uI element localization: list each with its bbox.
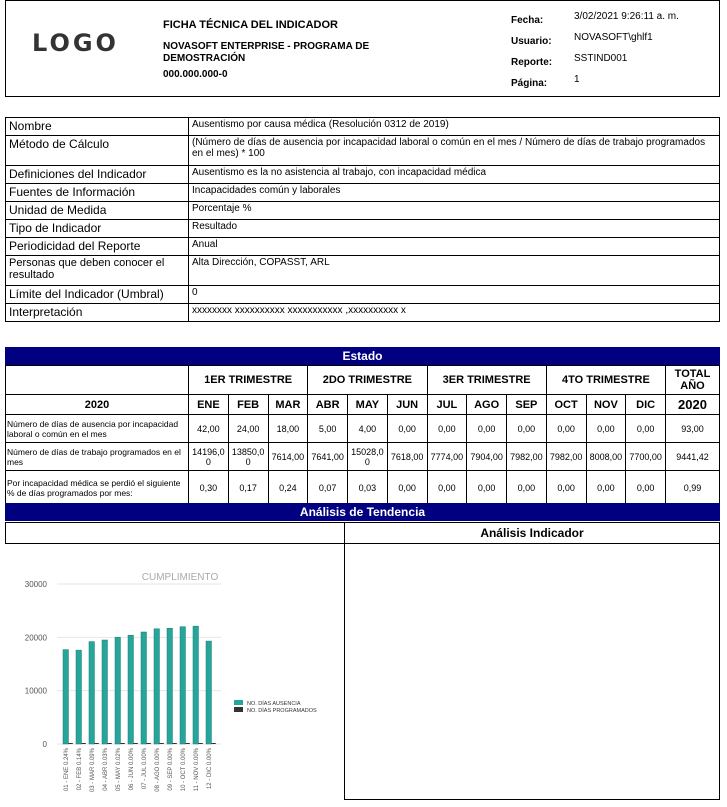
info-row [6,238,720,256]
bar-ausencia [167,628,172,744]
analysis-panel [344,522,720,800]
bar-programados [159,743,163,744]
row-label: Número de días de ausencia por incapacidad laboral o común en el mes [6,415,189,443]
meta-value: 1 [574,74,580,85]
info-label: Límite del Indicador (Umbral) [6,286,189,304]
month-value: 7618,00 [387,443,427,471]
estado-row [6,443,720,471]
info-label: Fuentes de Información [6,184,189,202]
info-label: Nombre [6,118,189,136]
meta-label: Reporte: [511,57,553,68]
month-value: 7982,00 [507,443,547,471]
month-value: 8008,00 [586,443,626,471]
bar-ausencia [206,641,211,744]
y-tick-label: 0 [42,740,47,749]
month-header: ABR [308,395,348,415]
month-value: 42,00 [189,415,229,443]
y-tick-label: 10000 [24,686,47,696]
month-value: 7904,00 [467,443,507,471]
info-label: Periodicidad del Reporte [6,238,189,256]
estado-table [5,365,720,505]
month-header: NOV [586,395,626,415]
info-value: xxxxxxxx xxxxxxxxxx xxxxxxxxxxx ,xxxxxxxxxx x [189,304,720,322]
bar-programados [107,743,111,744]
y-tick-label: 20000 [24,633,47,643]
bar-programados [172,743,176,744]
bar-ausencia [180,627,185,744]
info-label: Definiciones del Indicador [6,166,189,184]
month-value: 0,00 [427,471,467,505]
x-tick-label: 08 - AGO 0.00% [154,748,161,792]
total-header: TOTAL AÑO [666,366,720,395]
tendencia-band: Análisis de Tendencia [5,503,720,521]
month-header: AGO [467,395,507,415]
year-header: 2020 [6,395,189,415]
bar-ausencia [141,632,146,744]
total-value: 0,99 [666,471,720,505]
month-header: OCT [546,395,586,415]
month-header: MAR [268,395,308,415]
x-tick-label: 07 - JUL 0.00% [141,748,148,790]
month-header: FEB [228,395,268,415]
bar-ausencia [63,650,68,744]
month-value: 13850,00 [228,443,268,471]
x-tick-label: 06 - JUN 0.00% [128,748,135,791]
row-label: Número de días de trabajo programados en el mes [6,443,189,471]
bar-programados [146,743,150,744]
meta-value: NOVASOFT\ghlf1 [574,32,653,43]
info-row [6,286,720,304]
month-value: 0,00 [387,415,427,443]
total-year-header: 2020 [666,395,720,415]
month-value: 0,00 [427,415,467,443]
x-tick-label: 11 - NOV 0.00% [193,748,200,792]
info-label: Unidad de Medida [6,202,189,220]
bar-ausencia [76,650,81,744]
logo-text: LOGO [32,29,119,57]
total-value: 93,00 [666,415,720,443]
indicator-info-table [5,117,720,322]
month-header: ENE [189,395,229,415]
month-value: 14196,00 [189,443,229,471]
estado-band: Estado [5,347,720,365]
company-logo [32,29,119,57]
chart-panel-header [5,523,344,544]
company-nit: 000.000.000-0 [163,69,228,80]
quarter-header: 2DO TRIMESTRE [308,366,427,395]
month-value: 7774,00 [427,443,467,471]
meta-value: SSTIND001 [574,53,628,64]
meta-label: Página: [511,78,548,89]
month-header: MAY [348,395,388,415]
report-title: FICHA TÉCNICA DEL INDICADOR [163,19,338,31]
month-value: 18,00 [268,415,308,443]
x-tick-label: 12 - DIC 0.00% [206,748,213,790]
month-value: 0,30 [189,471,229,505]
bar-ausencia [115,637,120,744]
bar-ausencia [89,642,94,744]
month-value: 15028,00 [348,443,388,471]
month-value: 24,00 [228,415,268,443]
month-header: JUL [427,395,467,415]
info-value: Porcentaje % [189,202,720,220]
month-value: 5,00 [308,415,348,443]
bar-programados [68,743,72,744]
info-row [6,256,720,286]
info-row [6,118,720,136]
bar-programados [81,743,85,744]
bar-programados [94,743,98,744]
month-value: 0,07 [308,471,348,505]
x-tick-label: 09 - SEP 0.00% [167,748,174,791]
month-value: 0,00 [586,471,626,505]
bar-ausencia [128,635,133,744]
x-tick-label: 03 - MAR 0.09% [89,748,96,793]
meta-value: 3/02/2021 9:26:11 a. m. [574,11,679,22]
info-label: Personas que deben conocer el resultado [6,256,189,286]
info-value: Alta Dirección, COPASST, ARL [189,256,720,286]
estado-row [6,471,720,505]
chart-title: CUMPLIMIENTO [141,572,219,583]
month-header: SEP [507,395,547,415]
info-value: 0 [189,286,720,304]
month-value: 0,00 [467,471,507,505]
quarter-header: 1ER TRIMESTRE [189,366,308,395]
month-header: DIC [626,395,666,415]
x-tick-label: 04 - ABR 0.03% [102,748,109,791]
month-value: 0,03 [348,471,388,505]
month-header: JUN [387,395,427,415]
bar-ausencia [154,629,159,744]
bar-ausencia [193,626,198,744]
month-value: 0,00 [467,415,507,443]
month-value: 0,00 [387,471,427,505]
month-value: 0,00 [626,415,666,443]
legend-swatch-ausencia [234,700,243,705]
month-value: 0,17 [228,471,268,505]
bar-programados [198,743,202,744]
info-value: (Número de días de ausencia por incapacidad laboral o común en el mes / Número de días de trabajo programados en el mes) * 100 [189,136,720,166]
month-value: 7982,00 [546,443,586,471]
info-row [6,220,720,238]
info-row [6,166,720,184]
info-label: Interpretación [6,304,189,322]
bar-programados [211,743,215,744]
bar-programados [133,743,137,744]
month-value: 7641,00 [308,443,348,471]
month-value: 0,00 [626,471,666,505]
bar-programados [120,743,124,744]
month-value: 0,00 [507,415,547,443]
info-row [6,184,720,202]
meta-label: Fecha: [511,15,544,26]
report-header [5,0,720,97]
x-tick-label: 02 - FEB 0.14% [76,748,83,791]
info-row [6,136,720,166]
month-value: 0,24 [268,471,308,505]
info-label: Tipo de Indicador [6,220,189,238]
quarter-header: 4TO TRIMESTRE [546,366,665,395]
x-tick-label: 10 - OCT 0.00% [180,748,187,792]
info-row [6,202,720,220]
info-value: Incapacidades común y laborales [189,184,720,202]
company-name: NOVASOFT ENTERPRISE - PROGRAMA DE DEMOSTRACIÓN [163,41,370,64]
month-value: 4,00 [348,415,388,443]
total-value: 9441,42 [666,443,720,471]
legend-label-ausencia: NO. DÍAS AUSENCIA [247,701,301,707]
meta-label: Usuario: [511,36,552,47]
month-value: 0,00 [586,415,626,443]
row-label: Por incapacidad médica se perdió el siguiente % de días programados por mes: [6,471,189,505]
info-value: Anual [189,238,720,256]
month-value: 0,00 [546,415,586,443]
x-tick-label: 05 - MAY 0.02% [115,748,122,792]
info-row [6,304,720,322]
bar-programados [185,743,189,744]
month-value: 0,00 [546,471,586,505]
blank-header [6,366,189,395]
info-value: Ausentismo es la no asistencia al trabajo, con incapacidad médica [189,166,720,184]
bar-ausencia [102,640,107,744]
month-value: 7614,00 [268,443,308,471]
month-value: 7700,00 [626,443,666,471]
y-tick-label: 30000 [24,580,47,589]
estado-row [6,415,720,443]
legend-label-programados: NO. DÍAS PROGRAMADOS [247,708,317,714]
trend-section [5,522,720,800]
analysis-header: Análisis Indicador [345,523,719,544]
cumplimiento-chart [5,544,344,802]
x-tick-label: 01 - ENE 0.24% [63,748,70,792]
legend-swatch-programados [234,707,243,712]
info-value: Resultado [189,220,720,238]
quarter-header: 3ER TRIMESTRE [427,366,546,395]
chart-panel [5,522,344,800]
info-label: Método de Cálculo [6,136,189,166]
month-value: 0,00 [507,471,547,505]
info-value: Ausentismo por causa médica (Resolución 0312 de 2019) [189,118,720,136]
